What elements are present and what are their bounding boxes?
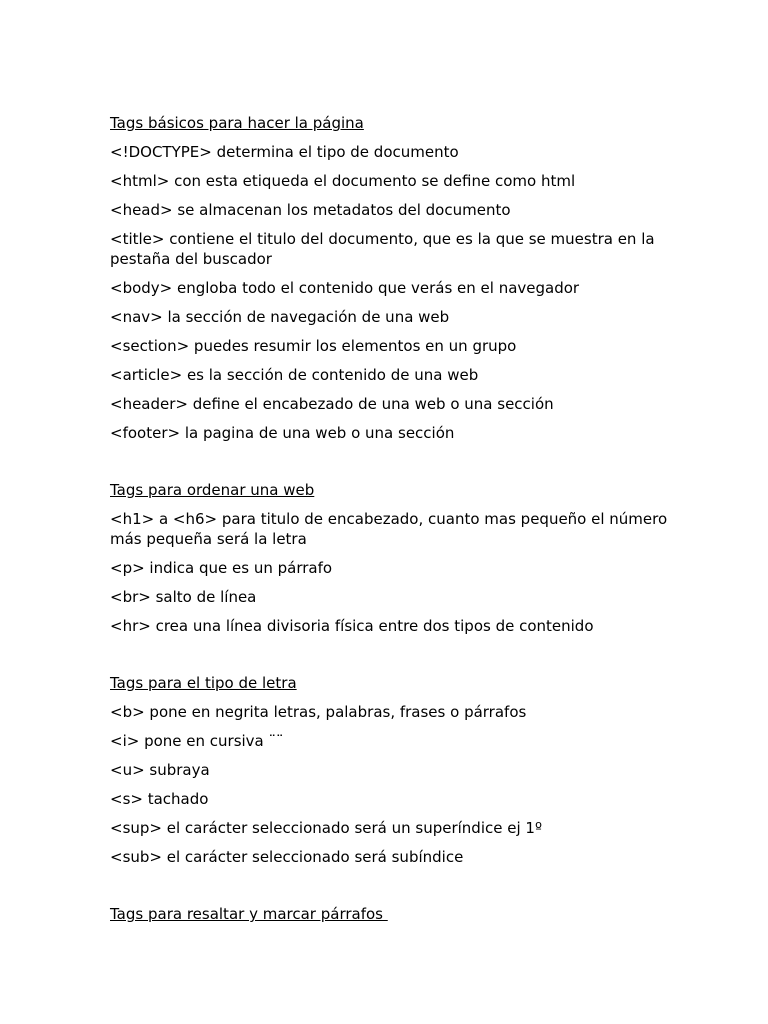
section-heading: Tags para resaltar y marcar párrafos — [110, 905, 388, 923]
list-item: <title> contiene el titulo del documento, que es la que se muestra en la pestaña del buscador — [110, 230, 655, 268]
list-item: <article> es la sección de contenido de una web — [110, 366, 479, 384]
list-item: <html> con esta etiqueda el documento se define como html — [110, 172, 576, 190]
section-basic-tags — [110, 113, 670, 443]
list-item: <sub> el carácter seleccionado será subíndice — [110, 848, 464, 866]
list-item: <footer> la pagina de una web o una sección — [110, 424, 455, 442]
document-page — [110, 113, 670, 961]
list-item: <head> se almacenan los metadatos del documento — [110, 201, 511, 219]
list-item: <br> salto de línea — [110, 588, 257, 606]
list-item: <section> puedes resumir los elementos en un grupo — [110, 337, 517, 355]
list-item: <s> tachado — [110, 790, 209, 808]
list-item: <!DOCTYPE> determina el tipo de documento — [110, 143, 459, 161]
list-item: <i> pone en cursiva ¨¨ — [110, 732, 284, 750]
list-item: <sup> el carácter seleccionado será un superíndice ej 1º — [110, 819, 543, 837]
section-heading: Tags para ordenar una web — [110, 481, 315, 499]
list-item: <header> define el encabezado de una web o una sección — [110, 395, 554, 413]
section-heading: Tags para el tipo de letra — [110, 674, 297, 692]
list-item: <b> pone en negrita letras, palabras, frases o párrafos — [110, 703, 527, 721]
list-item: <h1> a <h6> para titulo de encabezado, cuanto mas pequeño el número más pequeña será la letra — [110, 510, 668, 548]
section-highlight-tags — [110, 904, 670, 924]
section-order-tags — [110, 480, 670, 636]
list-item: <u> subraya — [110, 761, 210, 779]
list-item: <hr> crea una línea divisoria física entre dos tipos de contenido — [110, 617, 594, 635]
section-heading: Tags básicos para hacer la página — [110, 114, 364, 132]
section-font-tags — [110, 673, 670, 867]
list-item: <body> engloba todo el contenido que verás en el navegador — [110, 279, 580, 297]
list-item: <p> indica que es un párrafo — [110, 559, 333, 577]
list-item: <nav> la sección de navegación de una web — [110, 308, 450, 326]
